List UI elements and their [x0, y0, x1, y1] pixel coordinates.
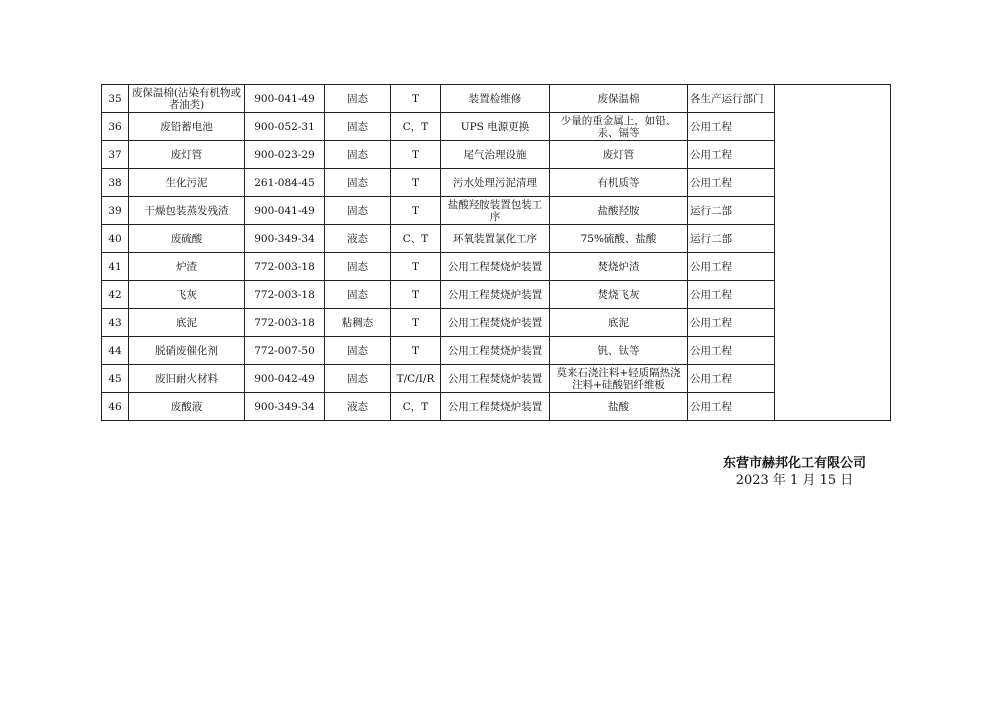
row-number-cell: 40: [102, 225, 129, 253]
row-number-cell: 36: [102, 113, 129, 141]
hazardous-component-cell: 焚烧炉渣: [550, 253, 688, 281]
department-cell: 运行二部: [688, 197, 775, 225]
blank-cell: [775, 169, 891, 197]
row-number-cell: 37: [102, 141, 129, 169]
department-cell: 公用工程: [688, 337, 775, 365]
department-cell: 公用工程: [688, 309, 775, 337]
physical-form-cell: 液态: [325, 225, 391, 253]
generation-source-cell: 尾气治理设施: [441, 141, 550, 169]
blank-cell: [775, 281, 891, 309]
blank-cell: [775, 393, 891, 421]
physical-form-cell: 固态: [325, 365, 391, 393]
waste-code-cell: 772-003-18: [245, 281, 325, 309]
hazard-property-cell: T: [391, 337, 441, 365]
generation-source-cell: 盐酸羟胺装置包装工序: [441, 197, 550, 225]
hazardous-component-cell: 焚烧飞灰: [550, 281, 688, 309]
table-row: [102, 169, 891, 197]
row-number-cell: 39: [102, 197, 129, 225]
department-cell: 运行二部: [688, 225, 775, 253]
table-body: [102, 85, 891, 421]
waste-code-cell: 900-041-49: [245, 85, 325, 113]
waste-code-cell: 900-042-49: [245, 365, 325, 393]
row-number-cell: 43: [102, 309, 129, 337]
table-row: [102, 113, 891, 141]
blank-cell: [775, 365, 891, 393]
generation-source-cell: 公用工程焚烧炉装置: [441, 253, 550, 281]
row-number-cell: 45: [102, 365, 129, 393]
waste-name-cell: 废保温棉(沾染有机物或者油类): [129, 85, 245, 113]
department-cell: 公用工程: [688, 365, 775, 393]
blank-cell: [775, 85, 891, 113]
row-number-cell: 42: [102, 281, 129, 309]
row-number-cell: 35: [102, 85, 129, 113]
table-row: [102, 309, 891, 337]
generation-source-cell: 公用工程焚烧炉装置: [441, 393, 550, 421]
hazardous-component-cell: 莫来石浇注料+轻质隔热浇注料+硅酸铝纤维板: [550, 365, 688, 393]
waste-name-cell: 生化污泥: [129, 169, 245, 197]
hazard-property-cell: T: [391, 85, 441, 113]
hazardous-component-cell: 少量的重金属上，如铅、汞、镉等: [550, 113, 688, 141]
row-number-cell: 41: [102, 253, 129, 281]
generation-source-cell: 公用工程焚烧炉装置: [441, 281, 550, 309]
waste-code-cell: 772-007-50: [245, 337, 325, 365]
table-row: [102, 337, 891, 365]
waste-name-cell: 废硫酸: [129, 225, 245, 253]
blank-cell: [775, 141, 891, 169]
hazardous-component-cell: 盐酸羟胺: [550, 197, 688, 225]
waste-code-cell: 900-052-31: [245, 113, 325, 141]
department-cell: 公用工程: [688, 141, 775, 169]
department-cell: 公用工程: [688, 113, 775, 141]
department-cell: 公用工程: [688, 281, 775, 309]
table-row: [102, 225, 891, 253]
hazard-property-cell: C，T: [391, 393, 441, 421]
hazard-property-cell: T: [391, 169, 441, 197]
table-row: [102, 253, 891, 281]
physical-form-cell: 固态: [325, 169, 391, 197]
blank-cell: [775, 253, 891, 281]
waste-name-cell: 废灯管: [129, 141, 245, 169]
physical-form-cell: 粘稠态: [325, 309, 391, 337]
blank-cell: [775, 113, 891, 141]
hazard-property-cell: C、T: [391, 225, 441, 253]
waste-name-cell: 干燥包装蒸发残渣: [129, 197, 245, 225]
waste-name-cell: 飞灰: [129, 281, 245, 309]
physical-form-cell: 固态: [325, 113, 391, 141]
hazardous-waste-table: [101, 84, 891, 421]
hazardous-component-cell: 75%硫酸、盐酸: [550, 225, 688, 253]
waste-name-cell: 脱硝废催化剂: [129, 337, 245, 365]
physical-form-cell: 固态: [325, 141, 391, 169]
table-row: [102, 365, 891, 393]
row-number-cell: 44: [102, 337, 129, 365]
waste-name-cell: 废旧耐火材料: [129, 365, 245, 393]
waste-code-cell: 900-041-49: [245, 197, 325, 225]
generation-source-cell: 装置检维修: [441, 85, 550, 113]
signature-date: 2023 年 1 月 15 日: [735, 473, 854, 488]
blank-cell: [775, 197, 891, 225]
hazard-property-cell: T: [391, 141, 441, 169]
company-name: 东营市赫邦化工有限公司: [722, 456, 866, 471]
hazard-property-cell: T: [391, 197, 441, 225]
waste-code-cell: 900-349-34: [245, 225, 325, 253]
physical-form-cell: 固态: [325, 197, 391, 225]
waste-name-cell: 底泥: [129, 309, 245, 337]
table-row: [102, 281, 891, 309]
generation-source-cell: 污水处理污泥清理: [441, 169, 550, 197]
waste-code-cell: 772-003-18: [245, 253, 325, 281]
table-row: [102, 141, 891, 169]
department-cell: 各生产运行部门: [688, 85, 775, 113]
waste-code-cell: 900-023-29: [245, 141, 325, 169]
waste-code-cell: 261-084-45: [245, 169, 325, 197]
waste-code-cell: 772-003-18: [245, 309, 325, 337]
hazard-property-cell: T/C/I/R: [391, 365, 441, 393]
physical-form-cell: 固态: [325, 253, 391, 281]
physical-form-cell: 固态: [325, 337, 391, 365]
row-number-cell: 46: [102, 393, 129, 421]
department-cell: 公用工程: [688, 169, 775, 197]
blank-cell: [775, 337, 891, 365]
hazardous-component-cell: 废灯管: [550, 141, 688, 169]
hazard-property-cell: T: [391, 309, 441, 337]
physical-form-cell: 固态: [325, 281, 391, 309]
physical-form-cell: 液态: [325, 393, 391, 421]
table-row: [102, 393, 891, 421]
generation-source-cell: 公用工程焚烧炉装置: [441, 337, 550, 365]
hazard-property-cell: T: [391, 281, 441, 309]
hazard-property-cell: C，T: [391, 113, 441, 141]
hazardous-component-cell: 底泥: [550, 309, 688, 337]
hazardous-component-cell: 钒、钛等: [550, 337, 688, 365]
department-cell: 公用工程: [688, 253, 775, 281]
row-number-cell: 38: [102, 169, 129, 197]
generation-source-cell: 环氧装置氯化工序: [441, 225, 550, 253]
department-cell: 公用工程: [688, 393, 775, 421]
waste-name-cell: 废铅蓄电池: [129, 113, 245, 141]
generation-source-cell: 公用工程焚烧炉装置: [441, 365, 550, 393]
waste-name-cell: 炉渣: [129, 253, 245, 281]
blank-cell: [775, 225, 891, 253]
signature-block: [723, 455, 866, 489]
blank-cell: [775, 309, 891, 337]
table-row: [102, 197, 891, 225]
generation-source-cell: UPS 电源更换: [441, 113, 550, 141]
hazardous-component-cell: 废保温棉: [550, 85, 688, 113]
physical-form-cell: 固态: [325, 85, 391, 113]
hazardous-component-cell: 盐酸: [550, 393, 688, 421]
table-row: [102, 85, 891, 113]
hazard-property-cell: T: [391, 253, 441, 281]
waste-name-cell: 废酸液: [129, 393, 245, 421]
waste-code-cell: 900-349-34: [245, 393, 325, 421]
generation-source-cell: 公用工程焚烧炉装置: [441, 309, 550, 337]
hazardous-component-cell: 有机质等: [550, 169, 688, 197]
